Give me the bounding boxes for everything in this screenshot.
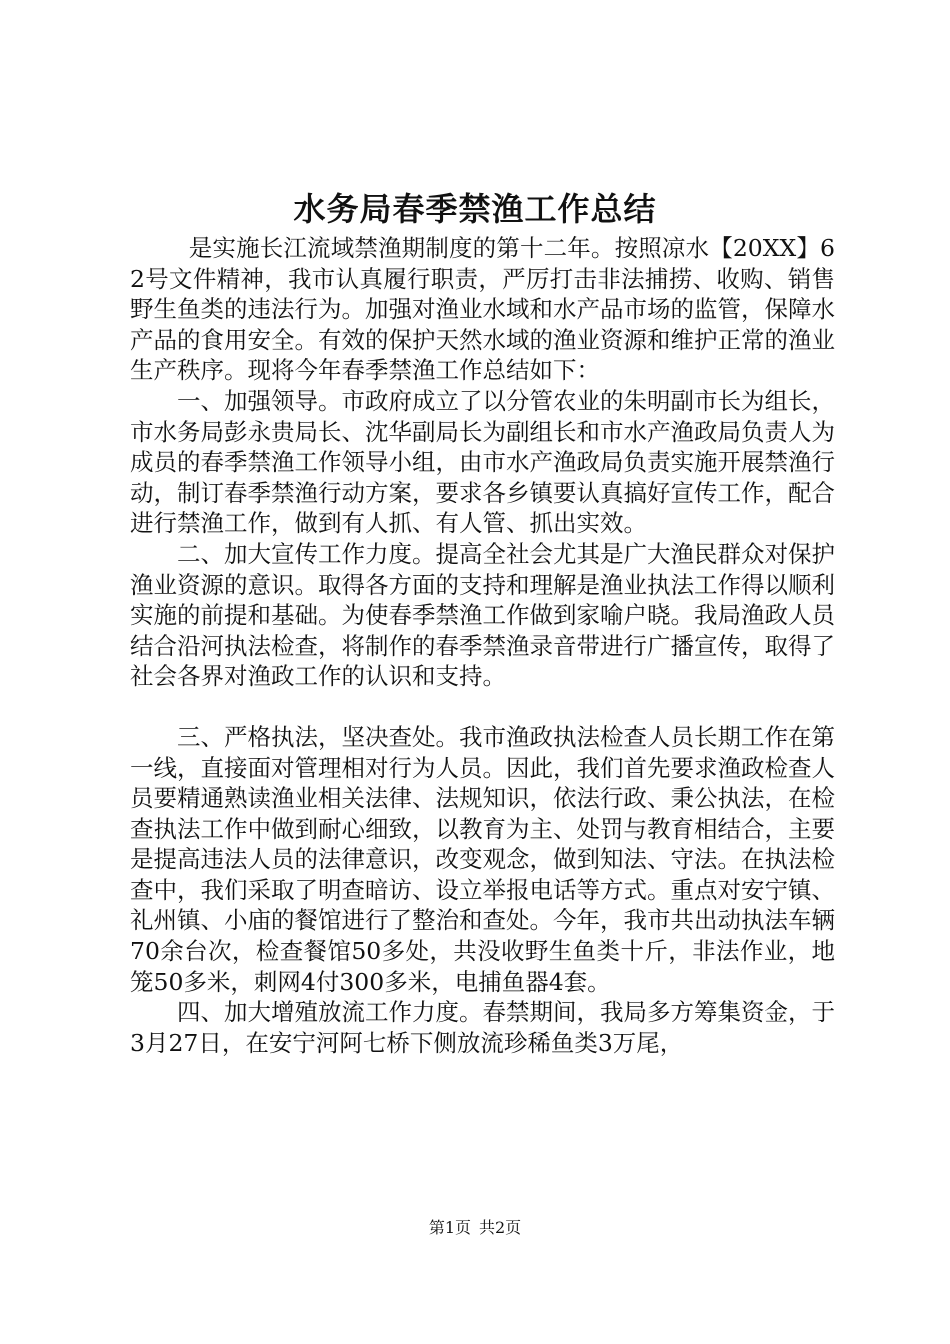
section-3-paragraph: 三、严格执法，坚决查处。我市渔政执法检查人员长期工作在第一线，直接面对管理相对行为人员。因此，我们首先要求渔政检查人员要精通熟读渔业相关法律、法规知识，依法行政、秉公执法，在检查执法工作中做到耐心细致，以教育为主、处罚与教育相结合，主要是提高违法人员的法律意识，改变观念，做到知法、守法。在执法检查中，我们采取了明查暗访、设立举报电话等方式。重点对安宁镇、礼州镇、小庙的餐馆进行了整治和查处。今年，我市共出动执法车辆70余台次，检查餐馆50多处，共没收野生鱼类十斤，非法作业，地笼50多米，刺网4付300多米，电捕鱼器4套。: [130, 722, 835, 996]
intro-paragraph: 是实施长江流域禁渔期制度的第十二年。按照凉水【20XX】62号文件精神，我市认真履行职责，严厉打击非法捕捞、收购、销售野生鱼类的违法行为。加强对渔业水域和水产品市场的监管，保障水产品的食用安全。有效的保护天然水域的渔业资源和维护正常的渔业生产秩序。现将今年春季禁渔工作总结如下：: [130, 234, 835, 385]
document-title: 水务局春季禁渔工作总结: [293, 190, 657, 228]
section-2-paragraph: 二、加大宣传工作力度。提高全社会尤其是广大渔民群众对保护渔业资源的意识。取得各方面的支持和理解是渔业执法工作得以顺利实施的前提和基础。为使春季禁渔工作做到家喻户晓。我局渔政人员结合沿河执法检查，将制作的春季禁渔录音带进行广播宣传，取得了社会各界对渔政工作的认识和支持。: [130, 539, 835, 691]
page-footer: [0, 1217, 950, 1239]
page-number: 第1页: [428, 1218, 471, 1237]
page-total: 共2页: [479, 1218, 522, 1237]
document-body: [130, 233, 835, 1058]
section-1-paragraph: 一、加强领导。市政府成立了以分管农业的朱明副市长为组长，市水务局彭永贵局长、沈华副局长为副组长和市水产渔政局负责人为成员的春季禁渔工作领导小组，由市水产渔政局负责实施开展禁渔行动，制订春季禁渔行动方案，要求各乡镇要认真搞好宣传工作，配合进行禁渔工作，做到有人抓、有人管、抓出实效。: [130, 386, 835, 538]
section-4-paragraph: 四、加大增殖放流工作力度。春禁期间，我局多方筹集资金，于3月27日，在安宁河阿七桥下侧放流珍稀鱼类3万尾，: [130, 998, 835, 1057]
